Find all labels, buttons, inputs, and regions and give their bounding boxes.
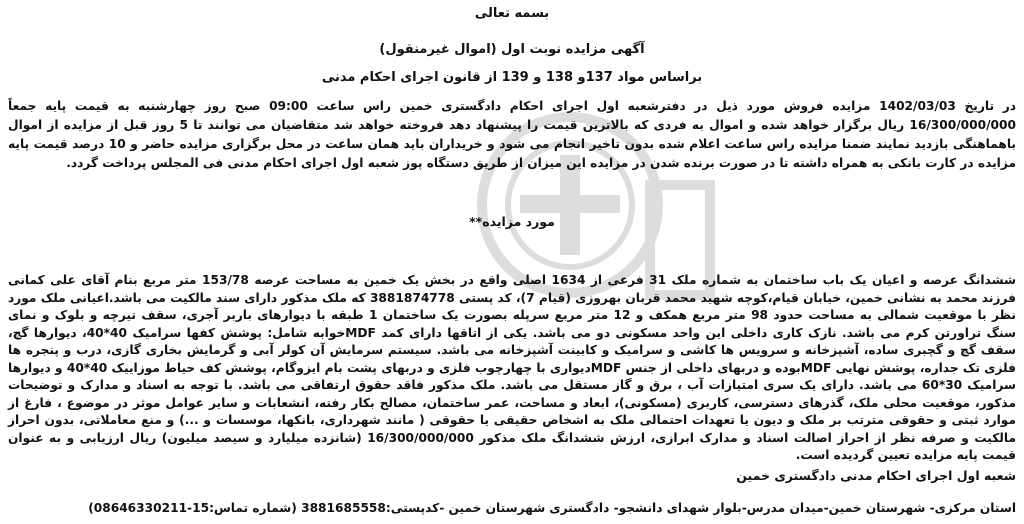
invocation-heading: بسمه تعالی xyxy=(474,6,550,21)
notice-title: آگهی مزایده نوبت اول (اموال غیرمنقول) xyxy=(379,42,645,57)
property-description-paragraph: ششدانگ عرصه و اعیان یک باب ساختمان به شماره ملک 31 فرعی از 1634 اصلی واقع در بخش یک خمین به مساحت عرصه 153/78 متر مربع بنام آقای علی کمانی فرزند محمد به نشانی خمین، خیابان قیام،کوچه شهید محمد قربان بهروزی (قیام 7)، کد پستی 3881874778 که ملک مذکور دارای سند مالکیت می باشد.اعیانی ملک مورد نظر با موقعیت شمالی به مساحت حدود 98 متر مربع همکف و 12 متر مربع سرپله بصورت یک ساختمان 1 طبقه با دیوارهای باربر آجری، سقف تیرچه و بلوک و نمای سنگ تراورتن کرم می باشد. نازک کاری داخلی این واحد مسکونی دو می باشد. یکی از اتاقها دارای کمد MDFخوابه شامل: پوشش کفها سرامیک 40*40، دیوارها گچ، سقف گچ و گچبری ساده، آشپزخانه و سرویس ها کاشی و سرامیک و کابینت آشپزخانه می باشد. سیستم سرمایش آن کولر آبی و گرمایش بخاری گازی، درب و پنجره ها فلزی تک جداره، پوشش نهایی MDFبوده و دربهای داخلی از جنس MDFدیواری با چهارچوب فلزی و دربهای پشت بام ایزوگام، پوشش کف حیاط موزاییک 40*40 و دیوارها سرامیک 30*60 می باشد. دارای یک سری امتیازات آب ، برق و گاز مستقل می باشد. ملک مذکور فاقد حقوق ارتفاقی می باشد. با توجه به اسناد و مدارک و توضیحات مذکور، موقعیت محلی ملک، گذرهای دسترسی، کاربری (مسکونی)، ابعاد و مساحت، عمر ساختمان، مصالح بکار رفته، انشعابات و سایر عوامل موثر در موضوع ، فارغ از موارد ثبتی و حقوقی مترتب بر ملک و دیون یا تعهدات احتمالی ملک به اشخاص حقیقی یا حقوقی ( مانند شهرداری، بانکها، موسسات و ...) و منع معاملاتی، بدون احراز مالکیت و صرفه نظر از احراز اصالت اسناد و مدارک ابرازی، ارزش ششدانگ ملک مذکور 16/300/000/000 (شانزده میلیارد و سیصد میلیون) ریال ارزیابی و به عنوان قیمت پایه مزایده تعیین گردیده است. xyxy=(8,273,1017,462)
intro-paragraph: در تاریخ 1402/03/03 مزایده فروش مورد ذیل در دفترشعبه اول اجرای احکام دادگستری خمین راس ساعت 09:00 صبح روز چهارشنبه به قیمت پایه جمعاً 16/300/000/000 ریال برگزار خواهد شده و اموال به فردی که بالاترین قیمت را پیشنهاد دهد فروخته خواهد شد متقاضیان می توانند تا 5 روز قبل از مزایده از اموال باهماهنگی بازدید نمایند ضمنا مزایده راس ساعت اعلام شده بدون تاخیر انجام می شود و خریداران باید همان ساعت در محل برگزاری مزایده حاضر و 10 درصد قیمت پایه مزایده در کارت بانکی به همراه داشته تا در صورت برنده شدن در مزایده این میزان از طریق دستگاه پوز شعبه اول اجرای احکام مدنی فی المجلس پرداخت گردد. xyxy=(8,99,1017,170)
issuing-office: شعبه اول اجرای احکام مدنی دادگستری خمین xyxy=(736,468,1016,483)
contact-address: استان مرکزی- شهرستان خمین-میدان مدرس-بلوار شهدای دانشجو- دادگستری شهرستان خمین -کدپستی:3881685558 (شماره تماس:15-08646330211) xyxy=(88,501,1016,515)
auction-item-label: مورد مزایده** xyxy=(469,214,555,229)
legal-basis-line: براساس مواد 137و 138 و 139 از قانون اجرای احکام مدنی xyxy=(321,70,703,85)
